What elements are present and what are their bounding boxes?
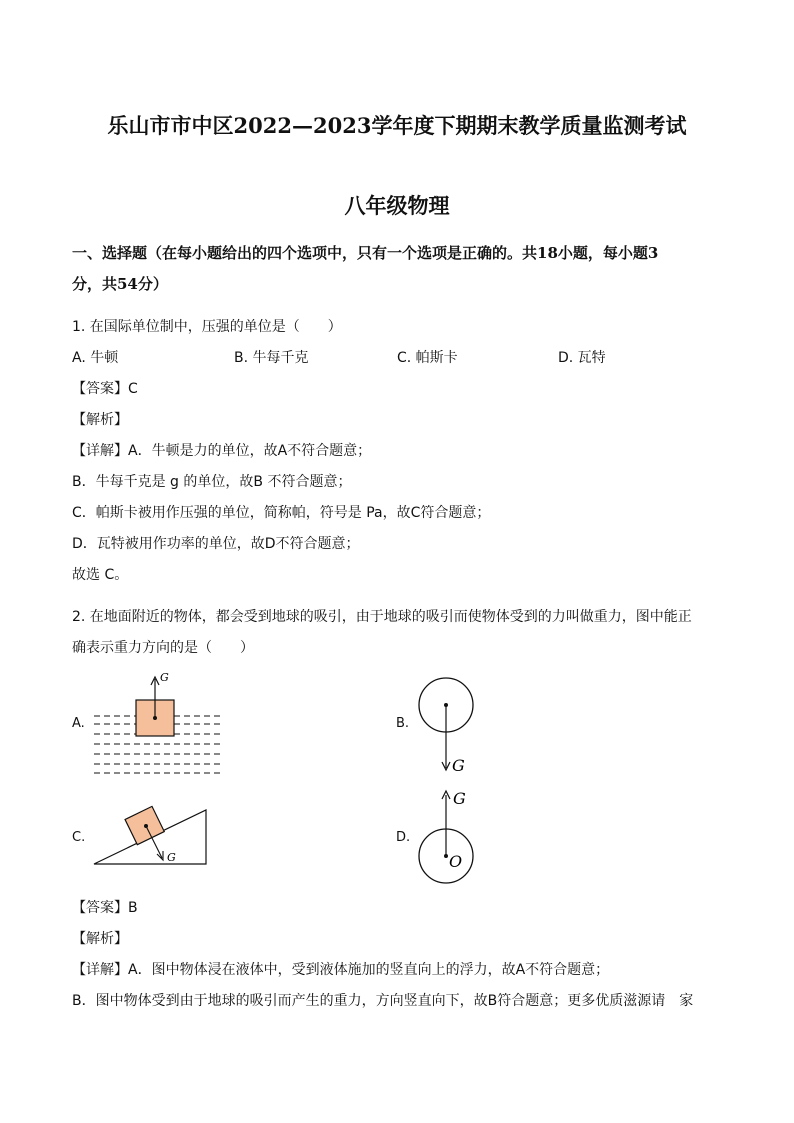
q1-option-a: A. 牛顿 <box>72 350 119 366</box>
q1-detail-line: 故选 C。 <box>72 567 129 583</box>
q2-option-c-label: C. <box>72 830 86 845</box>
page-title: 乐山市市中区2022—2023学年度下期期末教学质量监测考试 <box>107 113 687 138</box>
q2-stem-line2: 确表示重力方向的是（ ） <box>72 640 254 656</box>
center-label: O <box>449 852 463 871</box>
q2-analysis-label: 【解析】 <box>72 931 128 947</box>
q1-option-d: D. 瓦特 <box>558 350 606 366</box>
q2-detail-line: 【详解】A．图中物体浸在液体中，受到液体施加的竖直向上的浮力，故A不符合题意； <box>72 962 610 978</box>
q2-stem-line1: 2. 在地面附近的物体，都会受到地球的吸引，由于地球的吸引而使物体受到的力叫做重力，图中能正 <box>72 609 692 625</box>
figure-a-floating-block <box>90 665 225 780</box>
force-label: G <box>453 789 466 808</box>
page-subtitle: 八年级物理 <box>344 193 450 218</box>
force-label: G <box>167 851 176 864</box>
q1-option-c: C. 帕斯卡 <box>397 350 458 366</box>
q2-answer: 【答案】B <box>72 900 138 916</box>
section-heading-line1: 一、选择题（在每小题给出的四个选项中，只有一个选项是正确的。共18小题，每小题3 <box>72 244 659 262</box>
q1-analysis-label: 【解析】 <box>72 412 128 428</box>
q1-detail-line: B．牛每千克是 g 的单位，故B 不符合题意； <box>72 474 352 490</box>
q1-stem: 1. 在国际单位制中，压强的单位是（ ） <box>72 319 342 335</box>
force-label: G <box>452 756 465 775</box>
q1-detail-line: 【详解】A．牛顿是力的单位，故A不符合题意； <box>72 443 372 459</box>
q2-option-b-label: B. <box>396 716 410 731</box>
q2-option-d-label: D. <box>396 830 411 845</box>
q1-answer: 【答案】C <box>72 381 138 397</box>
section-heading-line2: 分，共54分） <box>72 275 168 293</box>
figure-b-earth-gravity-down <box>412 670 492 780</box>
arrow-head <box>157 851 163 860</box>
figure-d-earth-gravity-up <box>412 785 492 890</box>
force-label: G <box>160 671 169 684</box>
q1-detail-line: D．瓦特被用作功率的单位，故D不符合题意； <box>72 536 360 552</box>
q2-detail-line: B．图中物体受到由于地球的吸引而产生的重力，方向竖直向下，故B符合题意；更多优质滋源请 家 <box>72 993 694 1009</box>
q2-option-a-label: A. <box>72 716 85 731</box>
q1-option-b: B. 牛每千克 <box>234 350 309 366</box>
figure-c-incline-block <box>90 800 220 872</box>
q1-detail-line: C．帕斯卡被用作压强的单位，简称帕，符号是 Pa，故C符合题意； <box>72 505 491 521</box>
